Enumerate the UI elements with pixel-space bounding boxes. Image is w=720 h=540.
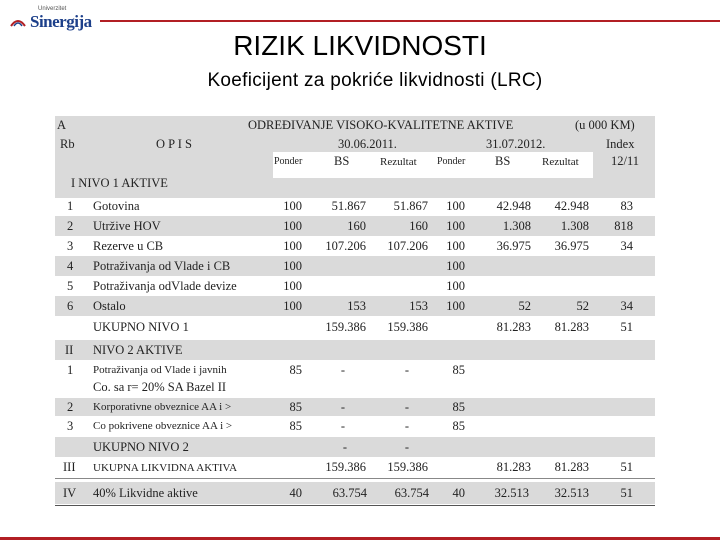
row1-1-p1: 100 [283, 199, 302, 213]
total2-label: UKUPNO NIVO 2 [93, 440, 189, 454]
row1-3-bs2: 36.975 [496, 239, 531, 253]
row1-4-p2: 100 [446, 259, 465, 273]
row2-1-p2: 85 [452, 363, 465, 377]
total1-r1b: 159.386 [387, 320, 428, 334]
col-ponder1: Ponder [274, 156, 303, 167]
level2-label: NIVO 2 AKTIVE [93, 343, 183, 357]
row4-bs1: 63.754 [332, 486, 367, 500]
row2-2-rb: 2 [67, 400, 74, 414]
row1-1-r1: 51.867 [393, 199, 428, 213]
col-rb: Rb [60, 137, 75, 151]
corner-label: A [57, 118, 67, 132]
row3-r1a: 159.386 [325, 460, 366, 474]
row1-6-p1: 100 [283, 299, 302, 313]
row1-1-r2: 42.948 [554, 199, 589, 213]
page-title: RIZIK LIKVIDNOSTI [233, 30, 487, 61]
row1-3-p1: 100 [283, 239, 302, 253]
row4-idx: 51 [620, 486, 633, 500]
row1-3-r1: 107.206 [387, 239, 428, 253]
row1-4-opis: Potraživanja od Vlade i CB [93, 259, 231, 273]
row2-2-r1: - [404, 400, 410, 414]
row1-2-p2: 100 [446, 219, 465, 233]
row1-3-p2: 100 [446, 239, 465, 253]
col-opis: O P I S [156, 137, 193, 151]
row1-2-opis: Utržive HOV [93, 219, 161, 233]
row1-1-p2: 100 [446, 199, 465, 213]
row2-2-p1: 85 [289, 400, 302, 414]
total2-r1b: - [404, 440, 410, 454]
total1-r1a: 159.386 [325, 320, 366, 334]
university-logo [8, 6, 98, 32]
col-bs1: BS [334, 154, 350, 168]
row1-2-bs1: 160 [347, 219, 366, 233]
row2-3-p1: 85 [289, 419, 302, 433]
row1-3-idx: 34 [620, 239, 633, 253]
total1-label: UKUPNO NIVO 1 [93, 320, 189, 334]
row1-6-bs1: 153 [347, 299, 366, 313]
row1-5-p1: 100 [283, 279, 302, 293]
row3-r2a: 81.283 [496, 460, 531, 474]
row2-2-line1: Korporativne obveznice AA i > [93, 401, 232, 413]
row4-rb: IV [63, 486, 77, 500]
row2-3-rb: 3 [67, 419, 74, 433]
row4-p1: 40 [289, 486, 302, 500]
row3-idx: 51 [620, 460, 633, 474]
row1-2-bs2: 1.308 [502, 219, 531, 233]
row3-r2b: 81.283 [554, 460, 589, 474]
row3-r1b: 159.386 [387, 460, 428, 474]
row2-3-line1: Co pokrivene obveznice AA i > [93, 420, 233, 432]
row1-4-rb: 4 [67, 259, 74, 273]
row1-1-bs2: 42.948 [496, 199, 531, 213]
row1-6-p2: 100 [446, 299, 465, 313]
total1-r2b: 81.283 [554, 320, 589, 334]
row2-1-r1: - [404, 363, 410, 377]
row1-4-p1: 100 [283, 259, 302, 273]
row1-2-rb: 2 [67, 219, 74, 233]
row1-6-idx: 34 [620, 299, 633, 313]
row4-p2: 40 [452, 486, 465, 500]
row2-1-bs1: - [340, 363, 346, 377]
row3-rb: III [63, 460, 76, 474]
row2-3-p2: 85 [452, 419, 465, 433]
row2-1-p1: 85 [289, 363, 302, 377]
row1-2-idx: 818 [614, 219, 633, 233]
row1-3-opis: Rezerve u CB [93, 239, 164, 253]
row1-2-r2: 1.308 [560, 219, 589, 233]
level1-heading: I NIVO 1 AKTIVE [71, 176, 168, 190]
table-bottom-rule [55, 505, 655, 506]
level2-rb: II [65, 343, 74, 357]
col-rezultat1: Rezultat [380, 156, 417, 168]
row1-3-rb: 3 [67, 239, 74, 253]
row1-3-bs1: 107.206 [325, 239, 366, 253]
col-index: Index [606, 137, 635, 151]
page-subtitle: Koeficijent za pokriće likvidnosti (LRC) [207, 70, 543, 91]
row2-2-bs1: - [340, 400, 346, 414]
liquidity-table [55, 116, 655, 506]
row2-2-p2: 85 [452, 400, 465, 414]
row3-rule [55, 478, 655, 479]
row1-1-idx: 83 [620, 199, 633, 213]
row1-6-bs2: 52 [518, 299, 531, 313]
row2-1-line1: Potraživanja od Vlade i javnih [93, 364, 227, 376]
row1-6-opis: Ostalo [93, 299, 126, 313]
row1-6-rb: 6 [67, 299, 74, 313]
row1-1-rb: 1 [67, 199, 74, 213]
unit-label: (u 000 KM) [575, 118, 635, 132]
logo-emblem-icon [10, 16, 26, 28]
total2-r1a: - [342, 440, 348, 454]
row1-5-rb: 5 [67, 279, 74, 293]
row1-1-bs1: 51.867 [331, 199, 366, 213]
table-heading: ODREĐIVANJE VISOKO-KVALITETNE AKTIVE [248, 118, 514, 132]
row1-1-opis: Gotovina [93, 199, 140, 213]
row1-5-p2: 100 [446, 279, 465, 293]
row2-3-bs1: - [340, 419, 346, 433]
col-date2: 31.07.2012. [486, 137, 546, 151]
total1-r2a: 81.283 [496, 320, 531, 334]
row2-1-rb: 1 [67, 363, 74, 377]
col-ponder2: Ponder [437, 156, 466, 167]
col-index-sub: 12/11 [611, 154, 640, 168]
row1-2-r1: 160 [409, 219, 428, 233]
row1-6-r2: 52 [576, 299, 589, 313]
logo-name: Sinergija [30, 12, 92, 31]
header-rule [100, 20, 720, 22]
row1-5-opis: Potraživanja odVlade devize [93, 279, 237, 293]
col-rezultat2: Rezultat [542, 156, 579, 168]
col-date1: 30.06.2011. [338, 137, 397, 151]
row4-bs2: 32.513 [494, 486, 529, 500]
logo-subtitle: Univerzitet [38, 6, 67, 12]
row3-label: UKUPNA LIKVIDNA AKTIVA [93, 462, 238, 474]
row4-r1: 63.754 [394, 486, 429, 500]
row2-1-line2: Co. sa r= 20% SA Bazel II [93, 380, 227, 394]
row1-6-r1: 153 [409, 299, 428, 313]
col-bs2: BS [495, 154, 511, 168]
row2-3-r1: - [404, 419, 410, 433]
total1-idx: 51 [620, 320, 633, 334]
row1-2-p1: 100 [283, 219, 302, 233]
row4-r2: 32.513 [554, 486, 589, 500]
row1-3-r2: 36.975 [554, 239, 589, 253]
row4-label: 40% Likvidne aktive [93, 486, 198, 500]
